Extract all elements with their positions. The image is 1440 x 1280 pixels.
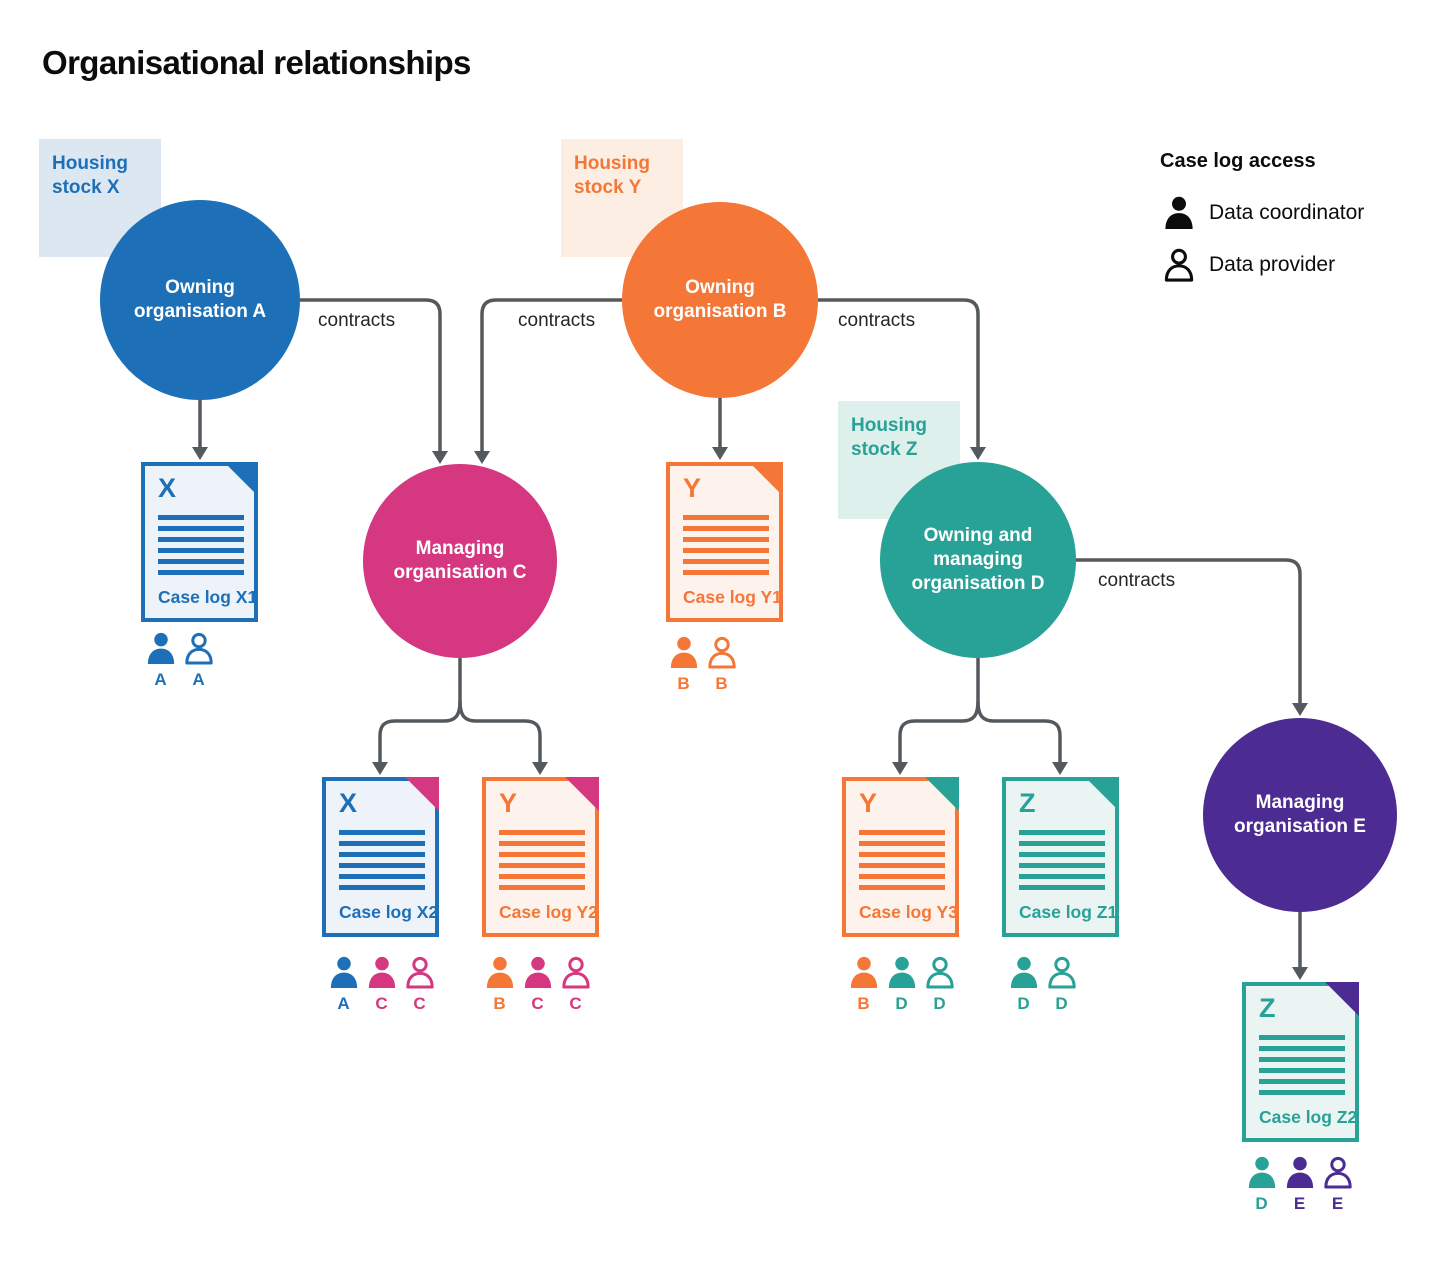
access-org-label: E (1293, 1194, 1306, 1213)
access-person (145, 632, 176, 690)
org-circle-e-label: Managing organisation E (1234, 791, 1366, 837)
arrowhead-b-to-c (474, 451, 490, 464)
access-person (886, 956, 917, 1014)
page-title: Organisational relationships (42, 44, 471, 81)
doc-text-lines (859, 830, 945, 890)
doc-text-lines (1019, 830, 1105, 890)
access-person (1284, 1156, 1315, 1214)
access-person (1246, 1156, 1277, 1214)
doc-case-log-z1 (1002, 777, 1119, 937)
access-org-label: B (677, 674, 690, 693)
doc-case-log-x2 (322, 777, 439, 937)
access-org-label: B (715, 674, 728, 693)
access-person (1008, 956, 1039, 1014)
legend-row-data-provider (1163, 248, 1335, 282)
person-filled-icon (1247, 1156, 1277, 1189)
access-person (560, 956, 591, 1014)
access-row-y1 (668, 636, 737, 694)
access-row-z1 (1008, 956, 1077, 1014)
arrowhead-d-to-e (1292, 703, 1308, 716)
access-person (183, 632, 214, 690)
access-org-label: A (337, 994, 350, 1013)
arrowhead-b-to-y1 (712, 447, 728, 460)
contracts-label-b-d: contracts (838, 310, 916, 331)
access-row-y3 (848, 956, 955, 1014)
access-person (848, 956, 879, 1014)
access-org-label: A (154, 670, 167, 689)
access-org-label: D (1017, 994, 1030, 1013)
access-org-label: D (1055, 994, 1068, 1013)
doc-letter: Y (499, 788, 518, 818)
access-org-label: B (857, 994, 870, 1013)
doc-label: Case log X1 (158, 587, 258, 607)
person-filled-icon (669, 636, 699, 669)
org-circle-d-label: Owning and managing organisation D (911, 524, 1045, 595)
access-org-label: D (1255, 1194, 1268, 1213)
access-person (484, 956, 515, 1014)
access-org-label: C (375, 994, 388, 1013)
housing-stock-z-label: Housing stock Z (838, 401, 960, 519)
person-outline-icon (1163, 248, 1195, 282)
access-org-label: D (933, 994, 946, 1013)
arrowhead-d-to-y3 (892, 762, 908, 775)
doc-case-log-z2 (1242, 982, 1359, 1142)
connector-c-to-y2 (460, 701, 540, 762)
org-circle-c (363, 464, 557, 658)
contracts-label-b-c: contracts (518, 310, 596, 331)
arrowhead-e-to-z2 (1292, 967, 1308, 980)
org-circle-d (880, 462, 1076, 658)
doc-label: Case log X2 (339, 902, 439, 922)
doc-case-log-y1 (666, 462, 783, 622)
person-outline-icon (561, 956, 591, 989)
doc-label: Case log Y1 (683, 587, 782, 607)
org-circle-b-label: Owning organisation B (653, 276, 787, 322)
person-filled-icon (485, 956, 515, 989)
access-org-label: C (531, 994, 544, 1013)
access-org-label: C (569, 994, 582, 1013)
org-circle-a-label: Owning organisation A (133, 276, 267, 322)
arrowhead-a-to-c (432, 451, 448, 464)
contracts-label-d-e: contracts (1098, 570, 1176, 591)
legend-row-data-coordinator (1163, 196, 1364, 230)
doc-letter: Y (859, 788, 878, 818)
arrowhead-d-to-z1 (1052, 762, 1068, 775)
doc-letter: X (339, 788, 358, 818)
access-row-z2 (1246, 1156, 1353, 1214)
doc-letter: X (158, 473, 177, 503)
doc-case-log-y3 (842, 777, 959, 937)
person-filled-icon (849, 956, 879, 989)
person-outline-icon (925, 956, 955, 989)
legend-label: Data provider (1209, 253, 1336, 276)
access-person (328, 956, 359, 1014)
arrowhead-c-to-x2 (372, 762, 388, 775)
person-outline-icon (1047, 956, 1077, 989)
person-filled-icon (887, 956, 917, 989)
org-circle-b (622, 202, 818, 398)
connector-d-to-y3 (900, 701, 978, 762)
org-circle-e (1203, 718, 1397, 912)
person-filled-icon (1163, 196, 1195, 230)
person-filled-icon (1285, 1156, 1315, 1189)
org-circle-c-label: Managing organisation C (393, 537, 527, 583)
doc-label: Case log Z2 (1259, 1107, 1358, 1127)
doc-label: Case log Y2 (499, 902, 598, 922)
housing-stock-y-label: Housing stock Y (561, 139, 683, 257)
org-circle-a (100, 200, 300, 400)
doc-letter: Z (1019, 788, 1036, 818)
person-filled-icon (523, 956, 553, 989)
doc-text-lines (683, 515, 769, 575)
person-filled-icon (367, 956, 397, 989)
doc-letter: Z (1259, 993, 1276, 1023)
access-org-label: B (493, 994, 506, 1013)
doc-case-log-y2 (482, 777, 599, 937)
access-person (706, 636, 737, 694)
access-row-y2 (484, 956, 591, 1014)
legend-title: Case log access (1160, 150, 1316, 172)
person-outline-icon (1323, 1156, 1353, 1189)
housing-stock-x-label: Housing stock X (39, 139, 161, 257)
doc-label: Case log Y3 (859, 902, 958, 922)
contracts-label-a-c: contracts (318, 310, 396, 331)
access-person (404, 956, 435, 1014)
person-filled-icon (329, 956, 359, 989)
doc-label: Case log Z1 (1019, 902, 1118, 922)
person-outline-icon (184, 632, 214, 665)
doc-text-lines (158, 515, 244, 575)
doc-text-lines (339, 830, 425, 890)
access-person (522, 956, 553, 1014)
arrowhead-c-to-y2 (532, 762, 548, 775)
doc-text-lines (499, 830, 585, 890)
person-filled-icon (1009, 956, 1039, 989)
access-person (1322, 1156, 1353, 1214)
person-filled-icon (146, 632, 176, 665)
arrowhead-b-to-d (970, 447, 986, 460)
arrowhead-a-to-x1 (192, 447, 208, 460)
access-person (366, 956, 397, 1014)
access-person (1046, 956, 1077, 1014)
person-outline-icon (405, 956, 435, 989)
access-person (668, 636, 699, 694)
doc-text-lines (1259, 1035, 1345, 1095)
access-person (924, 956, 955, 1014)
person-outline-icon (707, 636, 737, 669)
connector-c-to-x2 (380, 701, 460, 762)
access-org-label: A (192, 670, 205, 689)
doc-letter: Y (683, 473, 702, 503)
access-row-x1 (145, 632, 214, 690)
access-row-x2 (328, 956, 435, 1014)
access-org-label: E (1331, 1194, 1344, 1213)
access-org-label: C (413, 994, 426, 1013)
legend-label: Data coordinator (1209, 201, 1365, 224)
connector-d-to-z1 (978, 701, 1060, 762)
access-org-label: D (895, 994, 908, 1013)
doc-case-log-x1 (141, 462, 258, 622)
